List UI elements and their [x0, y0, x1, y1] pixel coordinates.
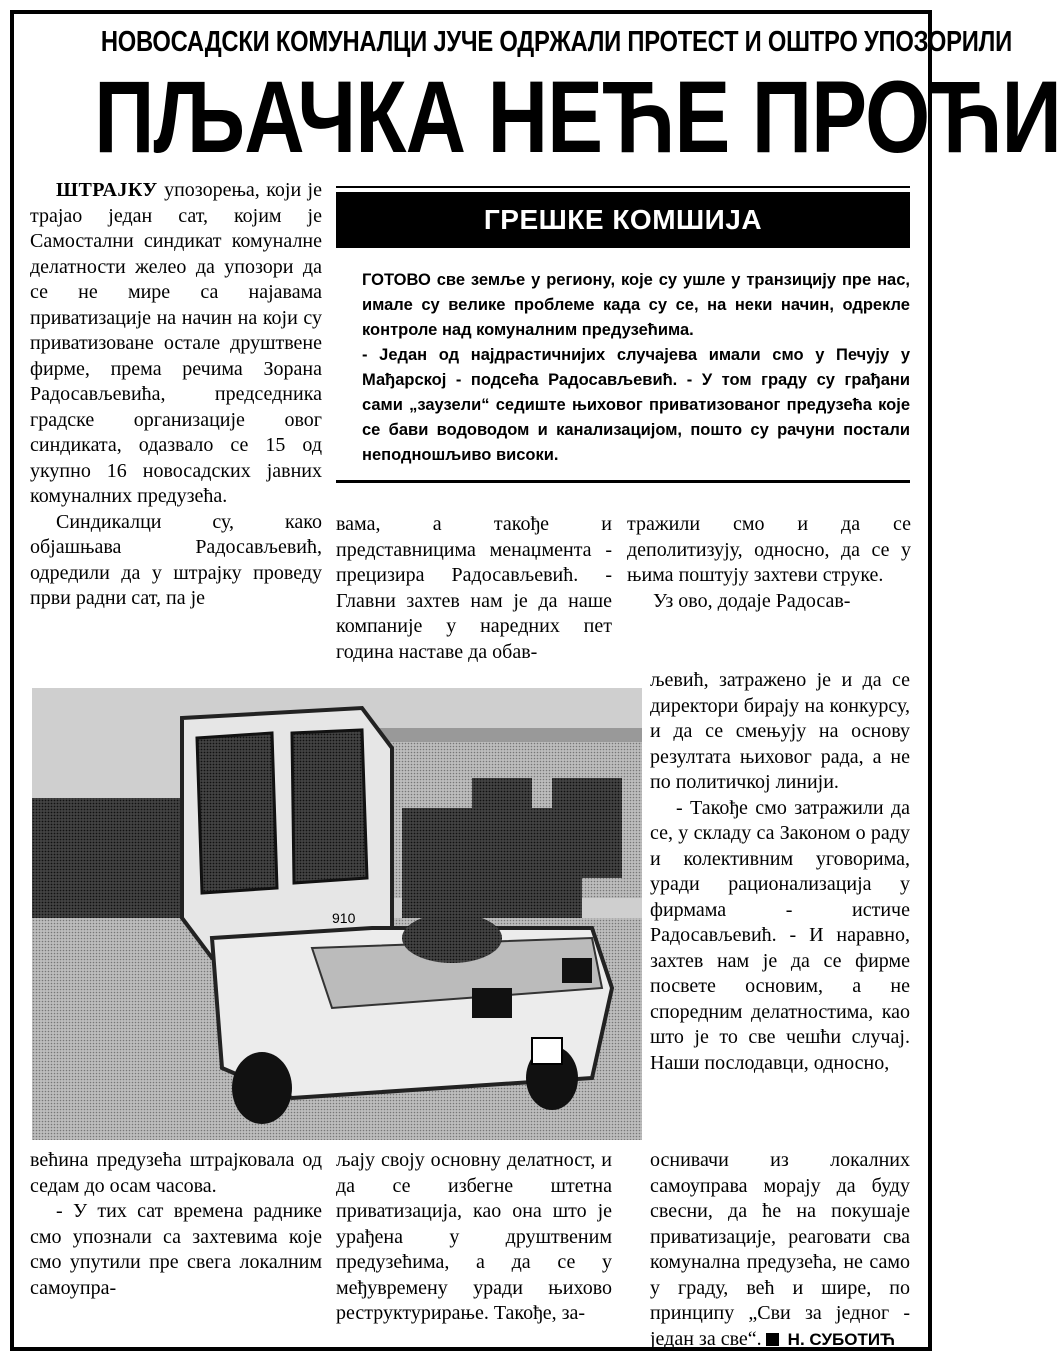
column-3-bottom: оснивачи из локалних самоуправа морају да буду свесни, да ће на покушаје приватизације, реаговати сва комунална предузећа, не само у граду, већ и шире, по принципу „Сви за једног - један за све“. Н. СУБОТИЋ	[650, 1149, 910, 1350]
sidebar-bottom-rule	[336, 480, 910, 483]
sidebar-title: ГРЕШКЕ КОМШИЈА	[336, 192, 910, 248]
paragraph-2: Синдикалци су, како објашњава Радосављевић, одредили да у штрајку проведу први радни сат, па је	[30, 510, 322, 609]
byline: Н. СУБОТИЋ	[787, 1329, 895, 1349]
sidebar-paragraph-1: ГОТОВО све земље у региону, које су ушле у транзицију пре нас, имале су велике проблеме када су се, на неки начин, одрекле контроле над комуналним предузећима.	[362, 271, 910, 339]
photo-illustration	[32, 688, 642, 1140]
vehicle-number: 910	[332, 910, 356, 926]
street-sweeper-photo	[32, 688, 642, 1140]
column-1-top	[30, 178, 322, 612]
kicker: НОВОСАДСКИ КОМУНАЛЦИ ЈУЧЕ ОДРЖАЛИ ПРОТЕСТ И ОШТРО УПОЗОРИЛИ	[100, 26, 1012, 58]
column-2-bottom: љају своју основну делатност, и да се избегне штетна приватизација, као она што је урађена у друштвеним предузећима, а да се у међувремену уради њихово реструктурирање. Такође, за-	[336, 1149, 612, 1324]
sidebar-top-rule	[336, 186, 910, 188]
lead-word: ШТРАЈКУ	[56, 179, 158, 201]
end-mark-icon	[766, 1333, 779, 1346]
column-3-top: тражили смо и да се деполитизују, односно, да се у њима поштују захтеви струке. Уз ово, додаје Радосав-	[627, 513, 911, 612]
sidebar-paragraph-2: - Један од најдрастичнијих случајева имали смо у Печују у Мађарској - подсећа Радосављевић. - У том граду су грађани сами „заузели“ седиште њиховог приватизованог предузећа које се бави водоводом и канализацијом, пошто су рачуни постали неподношљиво високи.	[362, 346, 910, 464]
column-2-top: вама, а такође и представницима менаџмента - прецизира Радосављевић. - Главни захтев нам је да наше компаније у наредних пет година наставе да обав-	[336, 513, 612, 663]
column-3-middle: љевић, затражено је и да се директори бирају на конкурсу, и да се смењују на основу резултата њиховог рада, а не по политичкој линији. - Такође смо затражили да се, у складу са Законом о раду и колективним уговорима, уради рационализација у фирмама - истиче Радосављевић. - И наравно, захтев нам је да се фирме посвете основим, а не споредним делатностима, као што је то све чешћи случај. Наши послодавци, односно,	[650, 669, 910, 1074]
paragraph-1: ШТРАЈКУ упозорења, који је трајао један сат, којим је Самостални синдикат комуналне делатности желео да упозори да се не мире са најавама приватизације на начин на који су приватизоване остале друштвене фирме, према речима Зорана Радосављевића, председника градске организације овог синдиката, одазвало се 15 од укупно 16 новосадских јавних комуналних предузећа.	[30, 179, 322, 507]
headline: ПЉАЧКА НЕЋЕ ПРОЋИ	[94, 60, 1061, 174]
sidebar-text	[362, 268, 910, 468]
column-1-bottom: већина предузећа штрајковала од седам до осам часова. - У тих сат времена раднике смо упознали са захтевима које смо упутили пре свега локалним самоупра-	[30, 1149, 322, 1299]
